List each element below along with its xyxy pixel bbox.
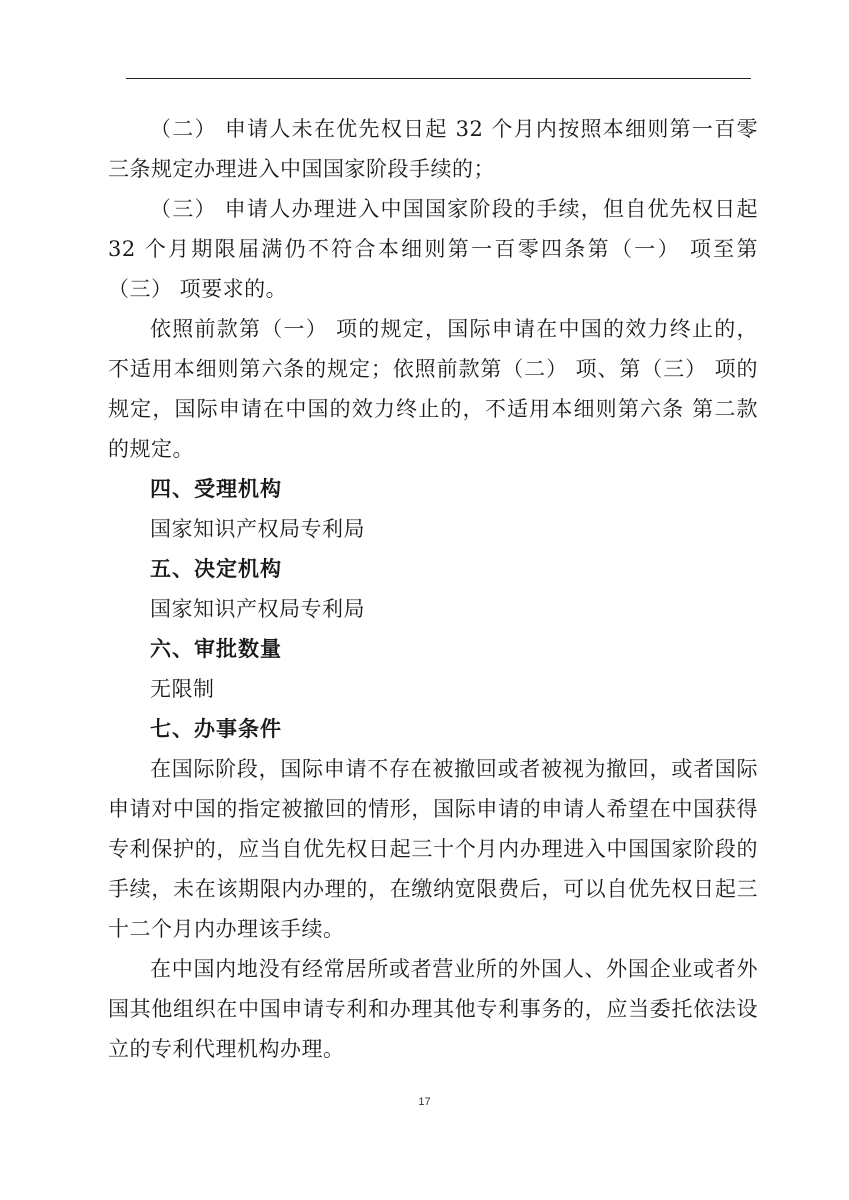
section-heading-conditions: 七、办事条件: [150, 717, 282, 741]
section-content-quantity: 无限制: [150, 677, 215, 701]
conditions-paragraph-1: 在国际阶段，国际申请不存在被撤回或者被视为撤回，或者国际申请对中国的指定被撤回的情形，国际申请的申请人希望在中国获得专利保护的，应当自优先权日起三十个月内办理进入中国国家阶段的手续，未在该期限内办理的，在缴纳宽限费后，可以自优先权日起三十二个月内办理该手续。: [108, 757, 758, 941]
section-heading-receiving: 四、受理机构: [150, 477, 282, 501]
section-content-receiving: 国家知识产权局专利局: [150, 517, 365, 541]
clause-paragraph-note: 依照前款第（一） 项的规定，国际申请在中国的效力终止的，不适用本细则第六条的规定；依照前款第（二） 项、第（三） 项的规定，国际申请在中国的效力终止的，不适用本细则第六条 第二款的规定。: [108, 317, 758, 461]
clause-paragraph-3: （三） 申请人办理进入中国国家阶段的手续，但自优先权日起 32 个月期限届满仍不符合本细则第一百零四条第（一） 项至第（三） 项要求的。: [108, 197, 758, 301]
page-number: 17: [418, 1096, 431, 1108]
section-heading-deciding: 五、决定机构: [150, 557, 282, 581]
section-heading-quantity: 六、审批数量: [150, 637, 282, 661]
document-body: [108, 109, 758, 1069]
conditions-paragraph-2: 在中国内地没有经常居所或者营业所的外国人、外国企业或者外国其他组织在中国申请专利和办理其他专利事务的，应当委托依法设立的专利代理机构办理。: [108, 957, 758, 1061]
section-content-deciding: 国家知识产权局专利局: [150, 597, 365, 621]
header-rule: [126, 78, 751, 79]
clause-paragraph-2: （二） 申请人未在优先权日起 32 个月内按照本细则第一百零三条规定办理进入中国国家阶段手续的；: [108, 117, 758, 181]
